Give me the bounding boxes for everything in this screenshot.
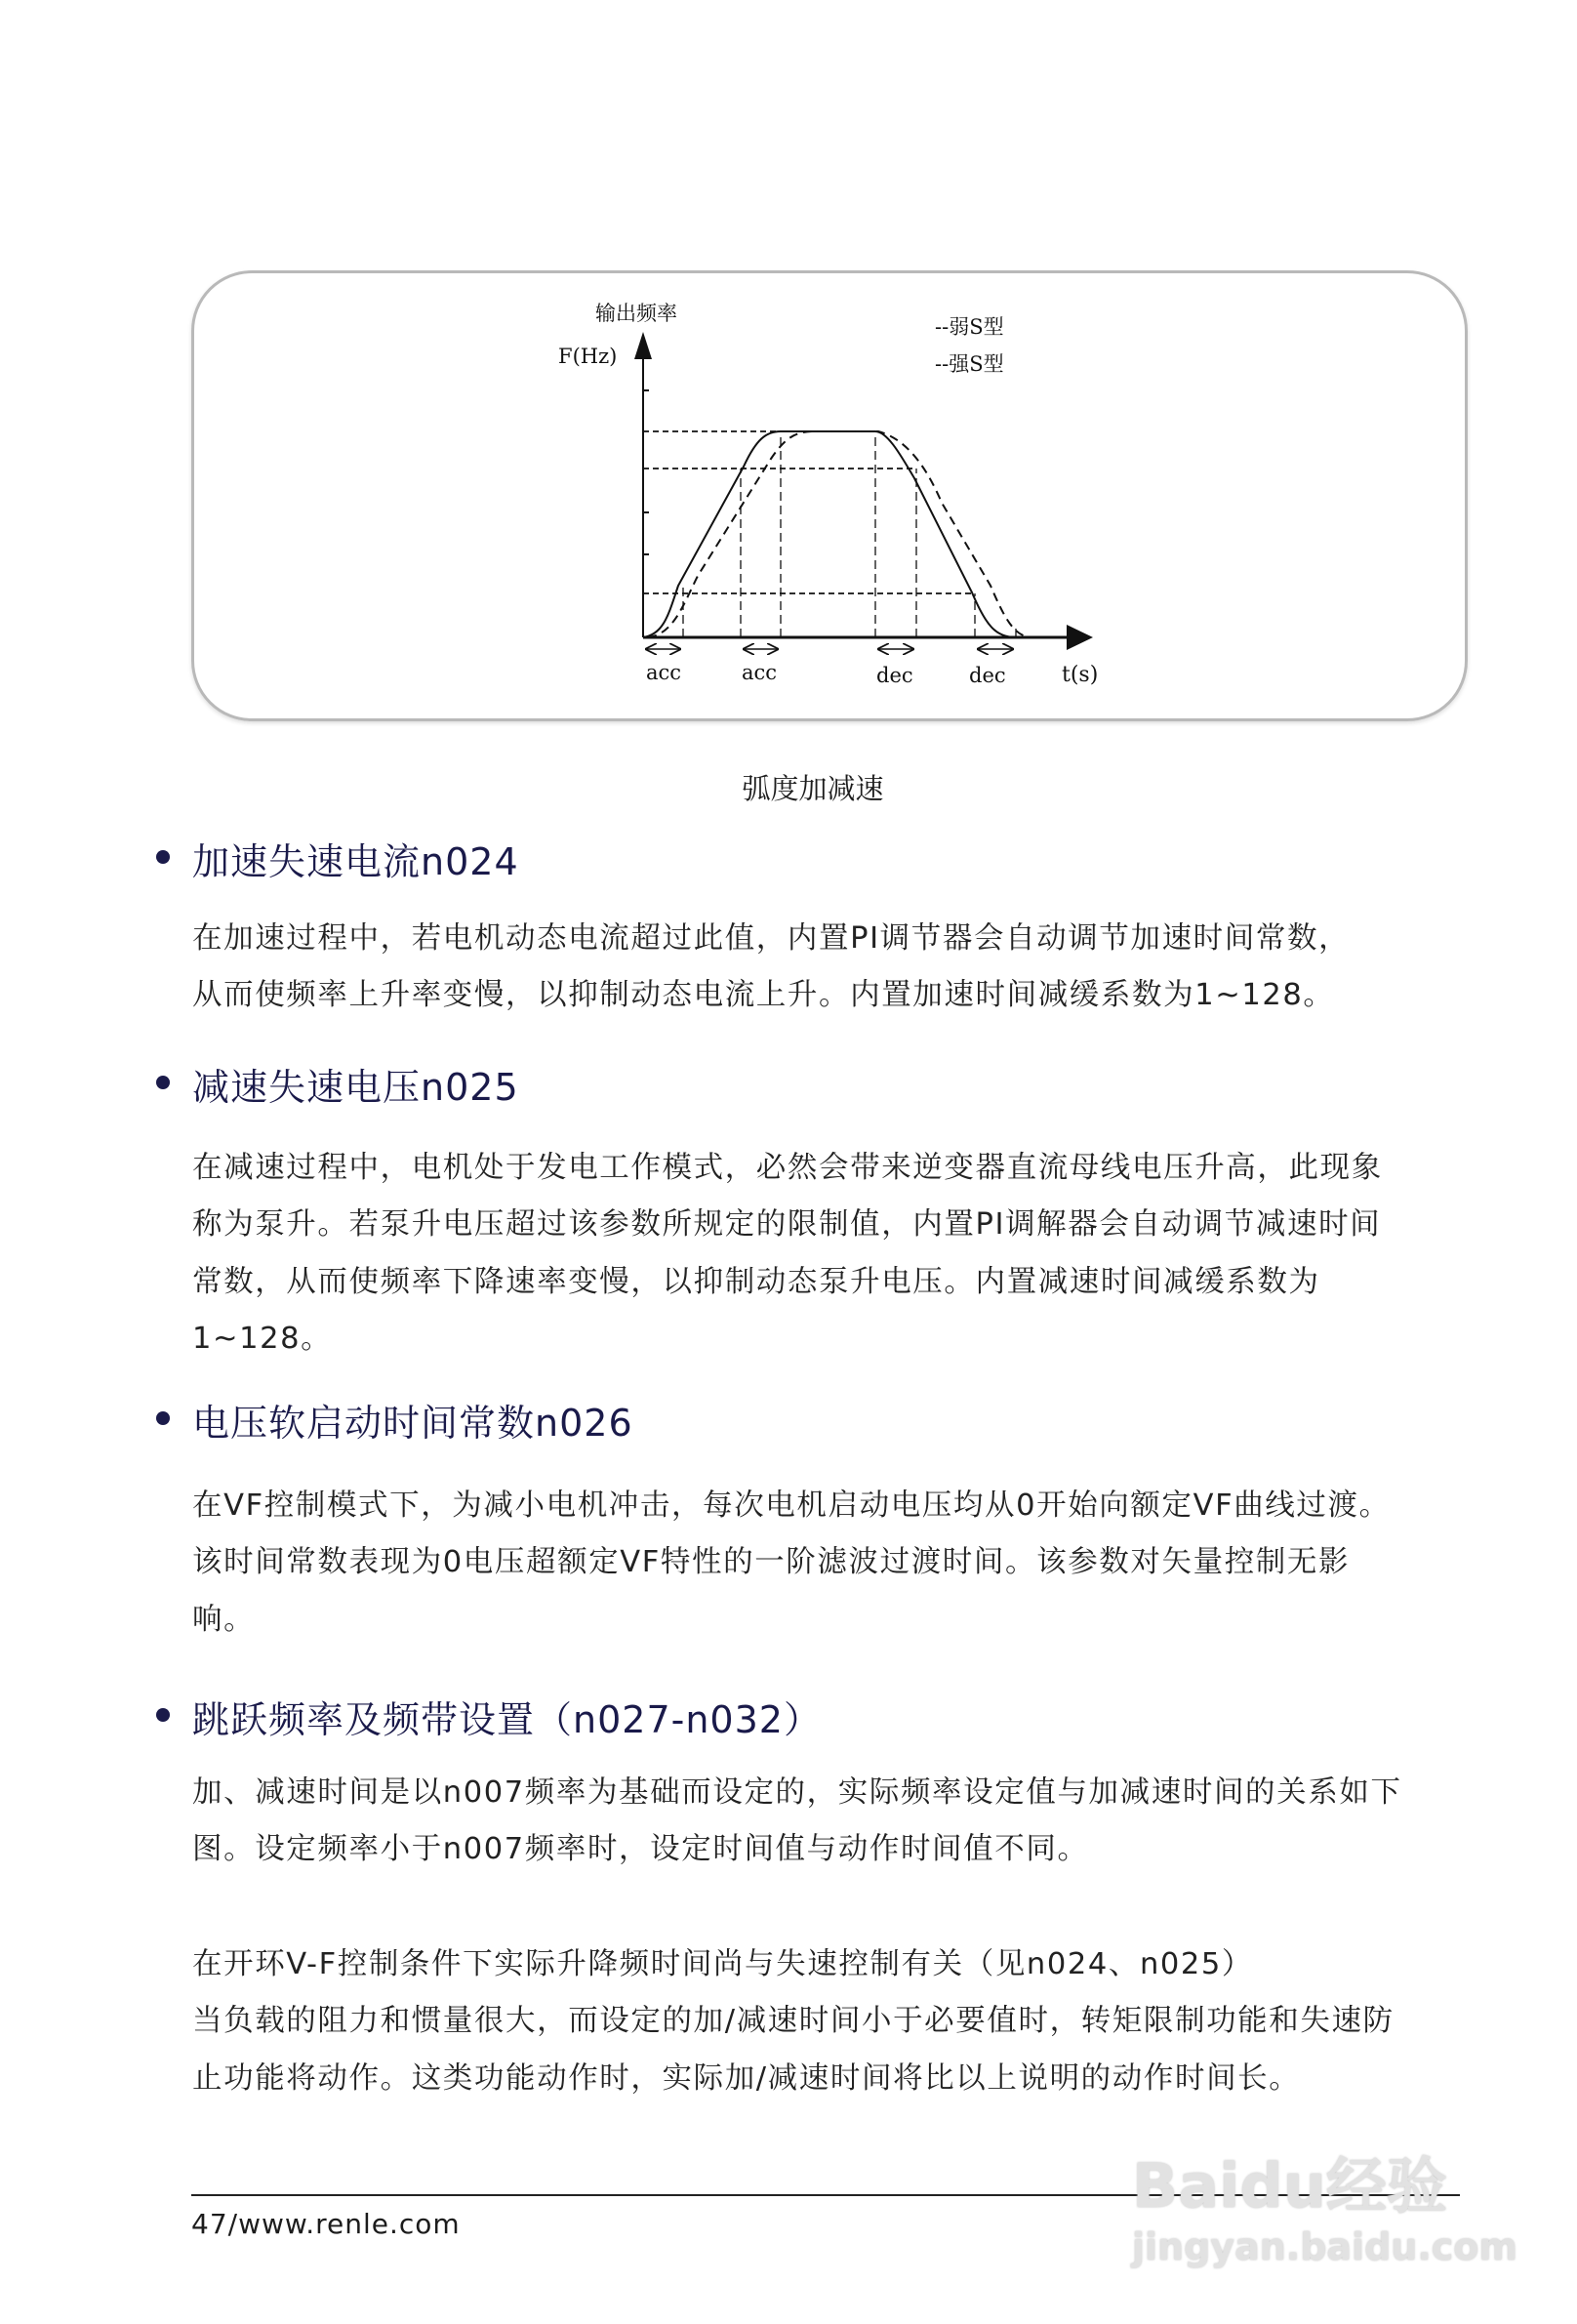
paragraph-line: 加、减速时间是以n007频率为基础而设定的，实际频率设定值与加减速时间的关系如下	[192, 1775, 1402, 1810]
section-heading-n024: 加速失速电流n024	[192, 840, 519, 883]
bullet-icon	[156, 850, 170, 864]
interval-label-acc-1: acc	[646, 661, 682, 684]
bullet-icon	[156, 1708, 170, 1722]
section-heading-n026: 电压软启动时间常数n026	[192, 1402, 633, 1445]
y-axis-unit: F(Hz)	[558, 345, 618, 368]
paragraph-line: 从而使频率上升率变慢，以抑制动态电流上升。内置加速时间减缓系数为1~128。	[192, 978, 1335, 1012]
paragraph-line: 常数，从而使频率下降速率变慢，以抑制动态泵升电压。内置减速时间减缓系数为	[192, 1265, 1320, 1299]
time-reference-lines	[683, 431, 1016, 637]
paragraph-line: 在加速过程中，若电机动态电流超过此值，内置PI调节器会自动调节加速时间常数，	[192, 921, 1351, 956]
bullet-icon	[156, 1076, 170, 1089]
baidu-watermark-logo: Baidu经验	[1132, 2150, 1447, 2222]
paragraph-line: 在VF控制模式下，为减小电机冲击，每次电机启动电压均从0开始向额定VF曲线过渡。	[192, 1488, 1391, 1523]
section-heading-n027-n032: 跳跃频率及频带设置（n027-n032）	[192, 1698, 822, 1741]
paragraph-line: 图。设定频率小于n007频率时，设定时间值与动作时间值不同。	[192, 1832, 1089, 1866]
y-axis-arrow-icon	[634, 332, 652, 359]
x-axis-arrow-icon	[1067, 625, 1093, 650]
s-curve-diagram	[0, 0, 1577, 878]
y-axis-title: 输出频率	[595, 302, 677, 325]
x-axis-unit: t(s)	[1062, 663, 1099, 687]
paragraph-line: 响。	[192, 1603, 256, 1637]
interval-label-acc-2: acc	[742, 661, 778, 684]
paragraph-line: 该时间常数表现为0电压超额定VF特性的一阶滤波过渡时间。该参数对矢量控制无影	[192, 1545, 1351, 1579]
paragraph-line: 1~128。	[192, 1322, 333, 1356]
page-number-url: 47/www.renle.com	[191, 2208, 461, 2240]
paragraph-line: 称为泵升。若泵升电压超过该参数所规定的限制值，内置PI调解器会自动调节减速时间	[192, 1207, 1382, 1242]
section-heading-n025: 减速失速电压n025	[192, 1066, 519, 1109]
frequency-reference-lines	[643, 431, 973, 593]
bullet-icon	[156, 1411, 170, 1425]
paragraph-line: 在减速过程中，电机处于发电工作模式，必然会带来逆变器直流母线电压升高，此现象	[192, 1151, 1383, 1185]
interval-label-dec-2: dec	[969, 664, 1006, 687]
diagram-caption: 弧度加减速	[742, 772, 884, 805]
interval-label-dec-1: dec	[876, 664, 913, 687]
note-line: 在开环V-F控制条件下实际升降频时间尚与失速控制有关（见n024、n025）	[192, 1947, 1254, 1981]
legend-strong-s: --强S型	[935, 352, 1004, 376]
baidu-watermark-url: jingyan.baidu.com	[1132, 2225, 1517, 2268]
note-line: 止功能将动作。这类功能动作时，实际加/减速时间将比以上说明的动作时间长。	[192, 2061, 1301, 2096]
note-line: 当负载的阻力和惯量很大，而设定的加/减速时间小于必要值时，转矩限制功能和失速防	[192, 2004, 1395, 2038]
legend-weak-s: --弱S型	[935, 315, 1004, 339]
